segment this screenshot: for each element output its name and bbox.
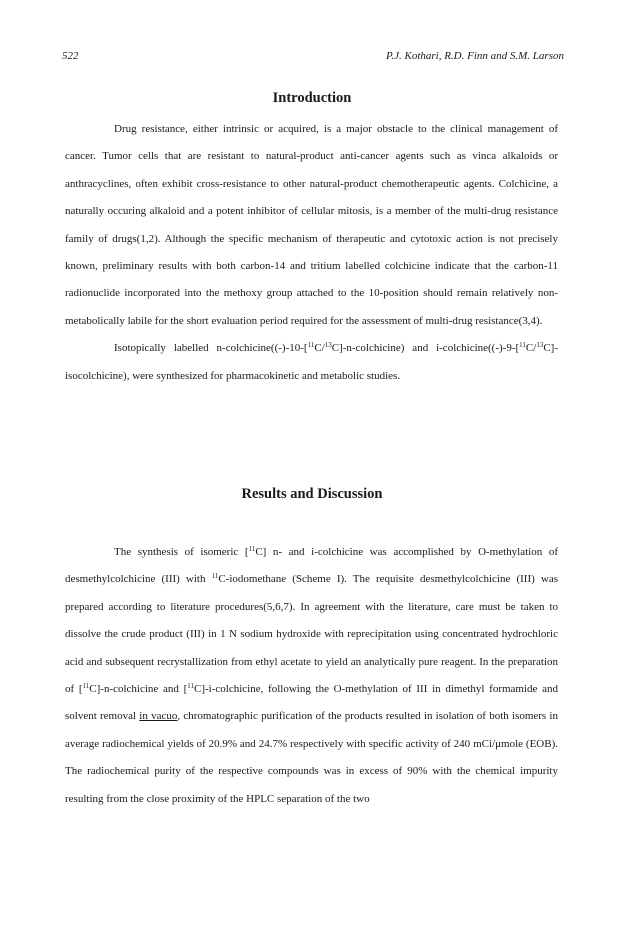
results-heading: Results and Discussion	[241, 486, 383, 502]
introduction-paragraph-2: Isotopically labelled n-colchicine((-)-10-[$^{11}$C/$^{13}$C]-n-colchicine) and i-colchicine((-)-9-[$^{11}$C/$^{13}$C]-isocolchicine), were synthesized for pharmacokinetic and metabolic studies.	[65, 341, 558, 382]
running-header	[62, 50, 564, 66]
introduction-body	[65, 116, 558, 390]
introduction-heading: Introduction	[272, 90, 352, 106]
in-vacuo-underlined: in vacuo	[139, 710, 178, 723]
results-paragraph-1: The synthesis of isomeric [$^{11}$C] n- and i-colchicine was accomplished by O-methylation of desmethylcolchicine (III) with $^{11}$C-iodomethane (Scheme I). The requisite desmethylcolchicine (III) was prepared according to literature procedures(5,6,7). In agreement with the literature, care must be taken to dissolve the crude product (III) in 1 N sodium hydroxide with reprecipitation using concentrated hydrochloric acid and subsequent recrystallization from ethyl acetate to yield an analytically pure reagent. In the preparation of [$^{11}$C]-n-colchicine and [$^{11}$C]-i-colchicine, following the O-methylation of III in dimethyl formamide and solvent removal in vacuo, chromatographic purification of the products resulted in isolation of both isomers in average radiochemical yields of 20.9% and 24.7% respectively with specific activity of 240 mCi/μmole (EOB). The radiochemical purity of the respective compounds was in excess of 90% with the chemical impurity resulting from the close proximity of the HPLC separation of the two	[65, 545, 558, 805]
running-header-authors: P.J. Kothari, R.D. Finn and S.M. Larson	[386, 50, 564, 62]
page-number: 522	[62, 50, 79, 62]
results-body	[65, 539, 558, 813]
introduction-paragraph-1: Drug resistance, either intrinsic or acquired, is a major obstacle to the clinical management of cancer. Tumor cells that are resistant to natural-product anti-cancer agents such as vinca alkaloids or anthracyclines, often exhibit cross-resistance to other natural-product chemotherapeutic agents. Colchicine, a naturally occuring alkaloid and a potent inhibitor of cellular mitosis, is a member of the multi-drug resistance family of drugs(1,2). Although the specific mechanism of therapeutic and cytotoxic action is not precisely known, preliminary results with both carbon-14 and tritium labelled colchicine indicate that the carbon-11 radionuclide incorporated into the methoxy group attached to the 10-position should remain relatively non-metabolically labile for the short evaluation period required for the assessment of multi-drug resistance(3,4).	[65, 123, 558, 327]
